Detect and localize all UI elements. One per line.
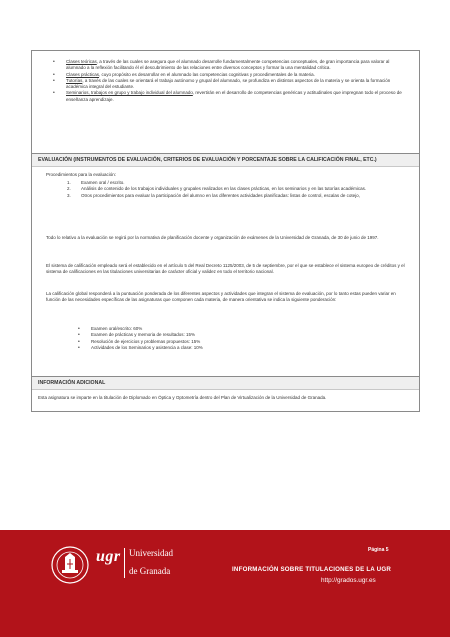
evaluation-paragraph: La calificación global responderá a la puntuación ponderada de los diferentes aspectos y actividades que integran el sistema de evaluación, por lo tanto estas pueden variar en función de las necesidades específicas de las asignaturas que componen cada materia, de manera orientativa se indica la siguiente ponderación: (46, 291, 396, 303)
evaluation-paragraph: Todo lo relativo a la evaluación se regirá por la normativa de planificación docente y organización de exámenes de la Universidad de Granada, de 30 de junio de 1997. (46, 235, 379, 240)
evaluation-paragraph: El sistema de calificación empleado será el establecido en el artículo 5 del Real Decreto 1125/2003, de 5 de septiembre, por el que se establece el sistema europeo de créditos y el sistema de calificaciones en las titulaciones universitarias de carácter oficial y validez en todo el territorio nacional. (46, 263, 405, 275)
university-seal-icon (50, 545, 90, 585)
logo-divider (124, 548, 125, 578)
methodology-description: , a través de las cuales se orientará el trabajo autónomo y grupal del alumnado, se profundiza en distintos aspectos de la materia y se orienta la formación académica integral del estudiante. (66, 77, 391, 90)
methodology-item (53, 77, 406, 91)
evaluation-heading: EVALUACIÓN (INSTRUMENTOS DE EVALUACIÓN, CRITERIOS DE EVALUACIÓN Y PORCENTAJE SOBRE LA CALIFICACIÓN FINAL, ETC.) (32, 154, 419, 167)
university-city: de Granada (129, 566, 171, 576)
procedures-list (67, 180, 401, 199)
weighting-list (78, 326, 391, 351)
footer-info-title: INFORMACIÓN SOBRE TITULACIONES DE LA UGR (232, 566, 392, 573)
methodology-term: Clases teóricas (66, 59, 97, 64)
footer-url-link[interactable]: http://grados.ugr.es (321, 577, 376, 584)
methodology-item (53, 59, 406, 72)
methodology-description: , cuyo propósito es desarrollar en el alumnado las competencias cognitivas y procedimentales de la materia. (99, 71, 315, 77)
methodology-item (53, 90, 406, 103)
additional-info-text: Esta asignatura se imparte en la titulación de Diplomado en Óptica y Optometría dentro del Plan de Virtualización de la Universidad de Granada. (38, 395, 327, 400)
bullet-icon: • (53, 90, 55, 97)
weighting-item: • Resolución de ejercicios y problemas propuestos: 15% (78, 338, 201, 345)
weighting-item: • Actividades de los Seminarios y asistencia a clase: 10% (78, 344, 203, 351)
university-name: Universidad (129, 548, 173, 558)
procedure-item: 1. Examen oral / escrito. (67, 180, 125, 185)
bullet-icon: • (53, 59, 55, 65)
content-table (31, 50, 420, 412)
bullet-icon: • (53, 77, 55, 84)
methodology-term: Seminarios, trabajos en grupo y trabajo individual del alumnado (66, 90, 193, 96)
procedure-item: 3. Otros procedimientos para evaluar la participación del alumno en las diferentes actividades planificadas: listas de control, escalas de cotejo, (67, 192, 360, 198)
methodology-term: Clases prácticas (66, 71, 100, 77)
ugr-logo-text: ugr (96, 548, 121, 565)
methodology-description: , revertirán en el desarrollo de competencias genéricas y actitudinales que impregnan todo el proceso de enseñanza aprendizaje. (66, 90, 402, 102)
evaluation-intro: Procedimientos para la evaluación: (46, 172, 117, 177)
methodology-term: Tutorías (66, 77, 83, 83)
methodology-list (53, 59, 406, 103)
additional-info-heading: INFORMACIÓN ADICIONAL (32, 377, 419, 390)
weighting-item: • Examen oral/escrito: 60% (78, 326, 143, 332)
weighting-item: • Examen de prácticas y memoria de resultados: 15% (78, 332, 196, 339)
bullet-icon: • (53, 71, 55, 78)
methodology-description: , a través de las cuales se asegura que el alumnado desarrolle fundamentalmente competencias conceptuales, de gran importancia para valorar al alumnado a la reflexión facilitando él el descubrimiento de las relaciones entre diversos conceptos y formar la una mentalidad crítica. (66, 59, 390, 71)
procedure-item: 2. Análisis de contenido de los trabajos individuales y grupales realizados en las clases prácticas, en los seminarios y en las tutorías académicas. (67, 186, 367, 192)
page-number: Página 5 (368, 547, 389, 553)
